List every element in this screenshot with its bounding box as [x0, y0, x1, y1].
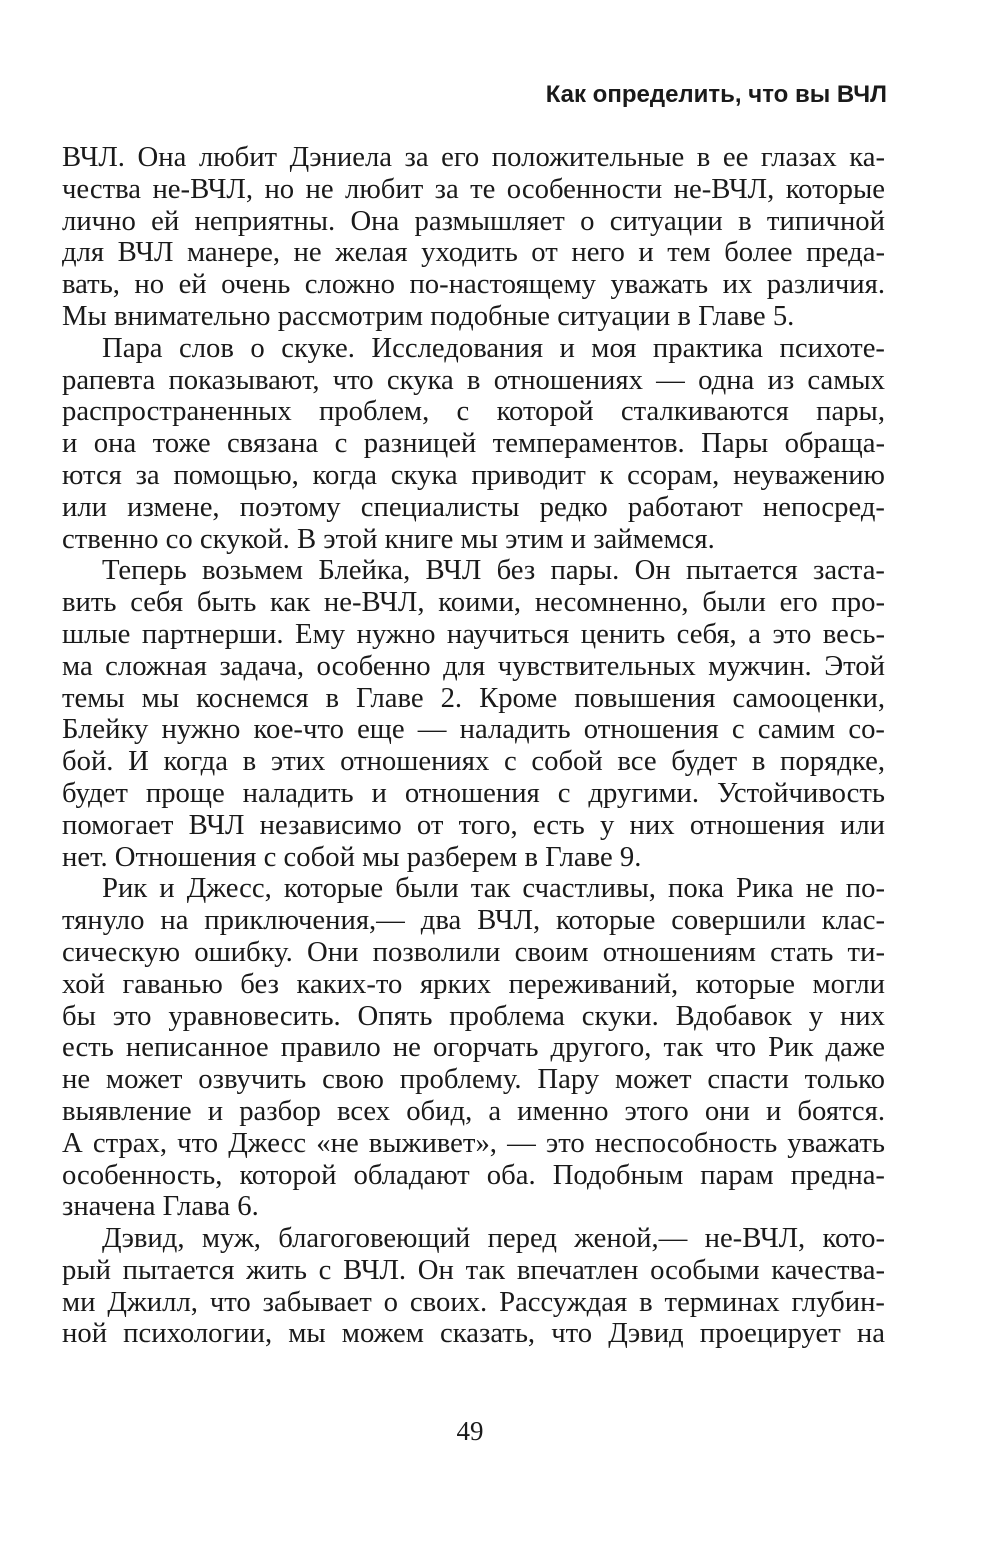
text-line: выявление и разбор всех обид, а именно этого они и боятся.: [62, 1094, 885, 1127]
text-line: темы мы коснемся в Главе 2. Кроме повышения самооценки,: [62, 681, 885, 714]
text-line: чества не-ВЧЛ, но не любит за те особенности не-ВЧЛ, которые: [62, 172, 885, 205]
text-line: ной психологии, мы можем сказать, что Дэвид проецирует на: [62, 1317, 885, 1350]
paragraph: [62, 555, 885, 873]
text-line: вить себя быть как не-ВЧЛ, коими, несомненно, были его про-: [62, 586, 885, 619]
text-line: для ВЧЛ манере, не желая уходить от него и тем более преда-: [62, 236, 885, 269]
text-line: ВЧЛ. Она любит Дэниела за его положительные в ее глазах ка-: [62, 141, 885, 173]
text-line: Дэвид, муж, благоговеющий перед женой,— не-ВЧЛ, кото-: [102, 1222, 885, 1255]
text-line: Рик и Джесс, которые были так счастливы, пока Рика не по-: [102, 872, 885, 905]
text-line: есть неписанное правило не огорчать другого, так что Рик даже: [62, 1031, 885, 1064]
text-line: особенность, которой обладают оба. Подобным парам предна-: [62, 1158, 885, 1191]
text-line: Пара слов о скуке. Исследования и моя практика психоте-: [102, 331, 885, 364]
text-line: будет проще наладить и отношения с другими. Устойчивость: [62, 776, 885, 809]
body-text: [62, 142, 885, 1350]
text-line: и она тоже связана с разницей темпераментов. Пары обраща-: [62, 427, 885, 460]
page-number: 49: [456, 1416, 484, 1446]
text-line: шлые партнерши. Ему нужно научиться ценить себя, а это весь-: [62, 617, 885, 650]
paragraph: [62, 333, 885, 556]
text-line: значена Глава 6.: [62, 1190, 259, 1223]
text-line: Мы внимательно рассмотрим подобные ситуации в Главе 5.: [62, 299, 795, 332]
paragraph: [62, 142, 885, 333]
text-line: нет. Отношения с собой мы разберем в Главе 9.: [62, 840, 642, 873]
text-line: не может озвучить свою проблему. Пару может спасти только: [62, 1063, 885, 1096]
text-line: помогает ВЧЛ независимо от того, есть у них отношения или: [62, 808, 885, 841]
text-line: лично ей неприятны. Она размышляет о ситуации в типичной: [62, 204, 885, 237]
text-line: ственно со скукой. В этой книге мы этим и займемся.: [62, 522, 715, 555]
text-line: хой гаванью без каких-то ярких переживаний, которые могли: [62, 967, 885, 1000]
text-line: А страх, что Джесс «не выживет», — это неспособность уважать: [62, 1126, 885, 1159]
text-line: бы это уравновесить. Опять проблема скуки. Вдобавок у них: [62, 999, 885, 1032]
text-line: рый пытается жить с ВЧЛ. Он так впечатлен особыми качества-: [62, 1253, 885, 1286]
text-line: вать, но ей очень сложно по-настоящему уважать их различия.: [62, 268, 885, 301]
text-line: сическую ошибку. Они позволили своим отношениям стать ти-: [62, 935, 885, 968]
text-line: тянуло на приключения,— два ВЧЛ, которые совершили клас-: [62, 904, 885, 937]
text-line: ма сложная задача, особенно для чувствительных мужчин. Этой: [62, 649, 885, 682]
text-line: ются за помощью, когда скука приводит к ссорам, неуважению: [62, 458, 885, 491]
text-line: Теперь возьмем Блейка, ВЧЛ без пары. Он пытается заста-: [102, 554, 885, 587]
text-line: или измене, поэтому специалисты редко работают непосред-: [62, 490, 885, 523]
running-head: Как определить, что вы ВЧЛ: [545, 81, 887, 108]
paragraph: [62, 873, 885, 1223]
text-line: бой. И когда в этих отношениях с собой все будет в порядке,: [62, 745, 885, 778]
text-line: рапевта показывают, что скука в отношениях — одна из самых: [62, 363, 885, 396]
text-line: ми Джилл, что забывает о своих. Рассуждая в терминах глубин-: [62, 1285, 885, 1318]
text-line: распространенных проблем, с которой сталкиваются пары,: [62, 395, 885, 428]
paragraph: [62, 1223, 885, 1350]
text-line: Блейку нужно кое-что еще — наладить отношения с самим со-: [62, 713, 885, 746]
